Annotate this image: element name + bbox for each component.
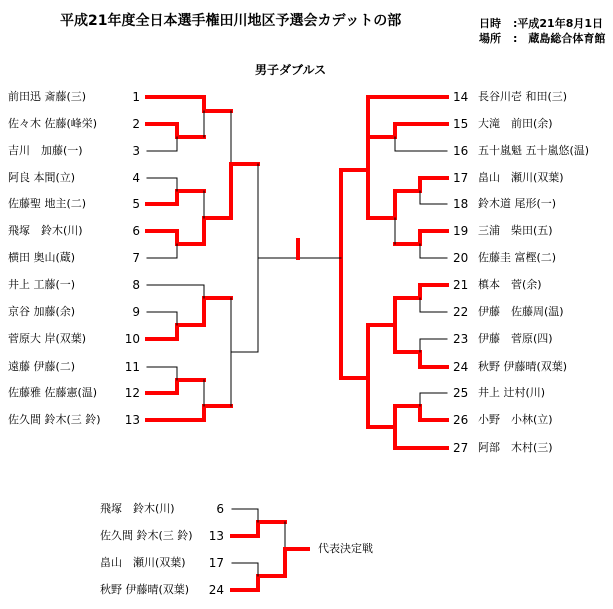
left-entry-name: 菅原大 岸(双葉) [8, 332, 87, 345]
right-entry-seed: 24 [453, 360, 469, 374]
right-entry-name: 阿部 木村(三) [478, 441, 553, 454]
left-entry-seed: 10 [124, 332, 140, 346]
left-entry-name: 遠藤 伊藤(二) [8, 360, 76, 373]
playoff-entry-seed: 17 [208, 556, 224, 570]
right-entry-seed: 16 [453, 144, 469, 158]
page-title: 平成21年度全日本選手権田川地区予選会カデットの部 [60, 13, 402, 29]
playoff-entry-name: 秋野 伊藤晴(双葉) [100, 583, 190, 596]
playoff-entry-name: 佐久間 鈴木(三 鈴) [100, 529, 193, 542]
left-entry-seed: 13 [124, 413, 140, 427]
left-entry-seed: 6 [132, 224, 140, 238]
left-entry-seed: 9 [132, 305, 140, 319]
left-entry-name: 佐藤雅 佐藤憲(温) [8, 386, 98, 399]
left-entry-seed: 12 [124, 386, 140, 400]
left-entry-seed: 3 [132, 144, 140, 158]
left-entry-seed: 1 [132, 90, 140, 104]
left-entry-seed: 5 [132, 197, 140, 211]
right-entry-name: 佐藤圭 富樫(二) [478, 251, 557, 264]
left-entry-name: 佐々木 佐藤(峰栄) [8, 117, 98, 130]
right-entry-seed: 23 [453, 332, 469, 346]
left-entry-name: 前田迅 斎藤(三) [8, 90, 87, 103]
right-entry-seed: 15 [453, 117, 469, 131]
venue-value: : 蔵島総合体育館 [513, 32, 606, 45]
right-entry-name: 大滝 前田(余) [478, 117, 553, 130]
left-entry-name: 京谷 加藤(余) [8, 305, 76, 318]
left-entry-name: 阿良 本間(立) [8, 171, 76, 184]
right-entry-name: 五十嵐魁 五十嵐悠(温) [478, 144, 590, 157]
right-entry-seed: 25 [453, 386, 469, 400]
right-entry-name: 三浦 柴田(五) [478, 224, 553, 237]
right-entry-seed: 22 [453, 305, 469, 319]
right-entry-name: 鈴木道 尾形(一) [478, 197, 557, 210]
left-entry-name: 佐久間 鈴木(三 鈴) [8, 413, 101, 426]
playoff-entry-seed: 24 [208, 583, 224, 597]
right-entry-seed: 21 [453, 278, 469, 292]
left-entry-seed: 7 [132, 251, 140, 265]
left-entry-seed: 4 [132, 171, 140, 185]
right-entry-name: 小野 小林(立) [478, 413, 553, 426]
playoff-entry-seed: 13 [208, 529, 224, 543]
right-entry-name: 伊藤 佐藤周(温) [478, 305, 564, 318]
date-value: :平成21年8月1日 [513, 17, 604, 30]
right-entry-seed: 19 [453, 224, 469, 238]
left-entry-name: 飛塚 鈴木(川) [8, 224, 83, 237]
right-entry-name: 秋野 伊藤晴(双葉) [478, 360, 568, 373]
right-entry-seed: 18 [453, 197, 469, 211]
playoff-label: 代表決定戦 [318, 542, 373, 555]
left-entry-seed: 8 [132, 278, 140, 292]
left-entry-name: 横田 奥山(蔵) [8, 251, 76, 264]
right-entry-name: 伊藤 菅原(四) [478, 332, 553, 345]
right-entry-seed: 17 [453, 171, 469, 185]
right-entry-seed: 20 [453, 251, 469, 265]
right-entry-name: 畠山 瀬川(双葉) [478, 171, 564, 184]
right-entry-seed: 14 [453, 90, 469, 104]
date-label: 日時 [479, 17, 501, 30]
left-entry-name: 佐藤聖 地主(二) [8, 197, 87, 210]
venue-label: 場所 [479, 32, 501, 45]
right-entry-name: 井上 辻村(川) [478, 386, 546, 399]
right-entry-name: 長谷川壱 和田(三) [478, 90, 568, 103]
left-entry-name: 吉川 加藤(一) [8, 144, 83, 157]
event-title: 男子ダブルス [255, 63, 327, 77]
right-entry-name: 槙本 菅(余) [478, 278, 542, 291]
right-entry-seed: 27 [453, 441, 469, 455]
playoff-entry-seed: 6 [216, 502, 224, 516]
playoff-entry-name: 畠山 瀬川(双葉) [100, 556, 186, 569]
right-entry-seed: 26 [453, 413, 469, 427]
left-entry-seed: 2 [132, 117, 140, 131]
playoff-entry-name: 飛塚 鈴木(川) [100, 502, 175, 515]
left-entry-seed: 11 [124, 360, 140, 374]
left-entry-name: 井上 工藤(一) [8, 278, 76, 291]
